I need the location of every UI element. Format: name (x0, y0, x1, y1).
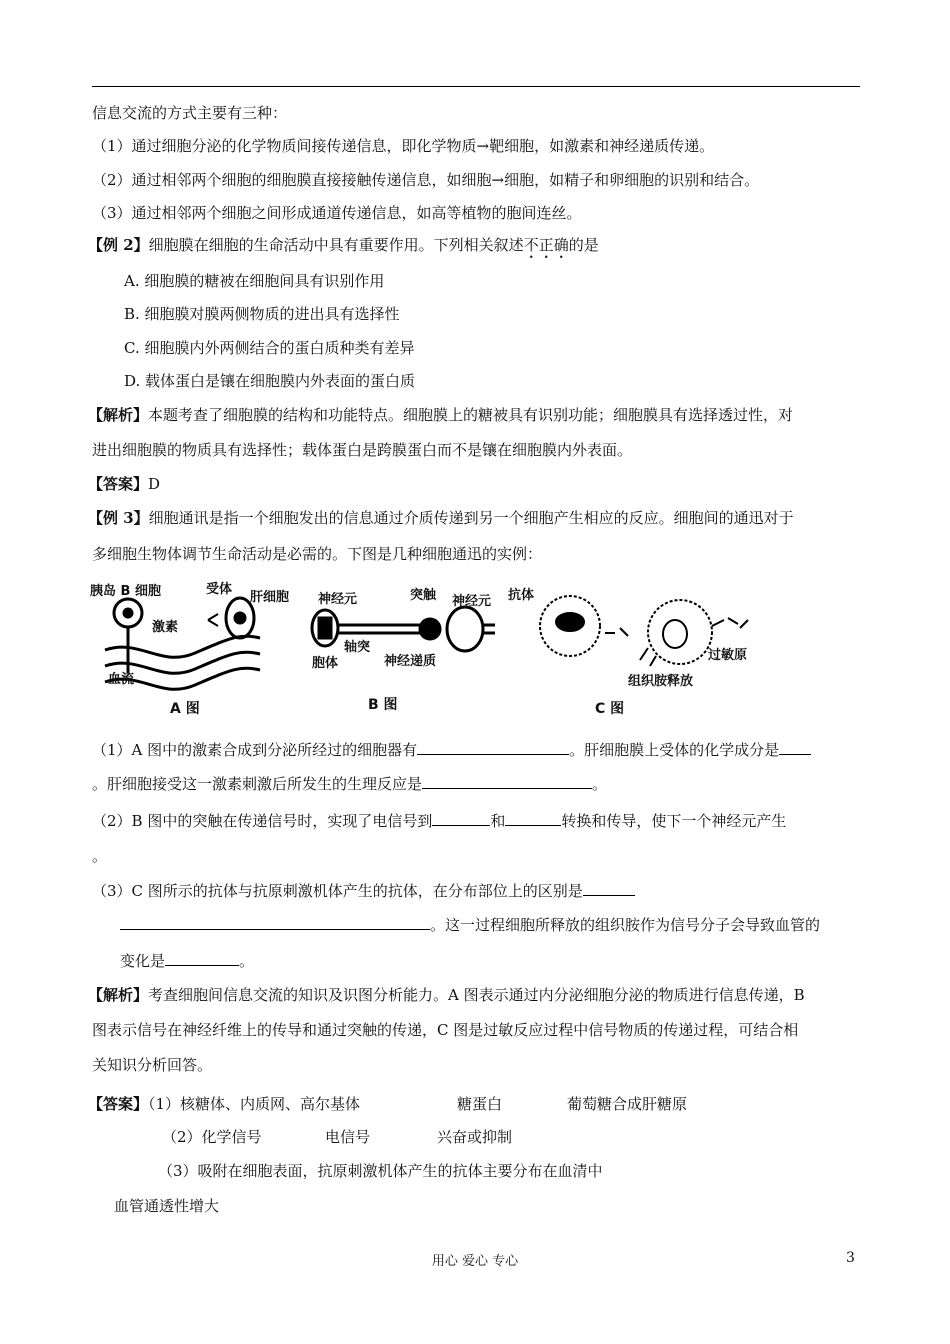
example-3-question: 【例 3】细胞通讯是指一个细胞发出的信息通过介质传递到另一个细胞产生相应的反应。细胞间的通迅对于 (88, 509, 794, 527)
option-b: B. 细胞膜对膜两侧物质的进出具有选择性 (124, 305, 400, 323)
example-3-analysis-line-3: 关知识分析回答。 (92, 1056, 213, 1074)
figure-a-label-blood-flow: 血流 (108, 672, 135, 687)
answer-1-glycoprotein: 糖蛋白 (457, 1095, 503, 1113)
option-c: C. 细胞膜内外两侧结合的蛋白质种类有差异 (124, 339, 415, 357)
figure-b-drawing (312, 607, 495, 651)
figure-b-label-neurotransmitter: 神经递质 (384, 654, 437, 669)
example-2-question: 【例 2】细胞膜在细胞的生命活动中具有重要作用。下列相关叙述不正确的是 (88, 236, 599, 254)
figure-b-label-axon: 轴突 (344, 640, 371, 655)
blank-signal-1[interactable] (432, 810, 490, 826)
figure-a-label-receptor: 受体 (206, 582, 233, 597)
sub-question-2-cont: 。 (92, 847, 108, 865)
example-3-analysis-line-2: 图表示信号在神经纤维上的传导和通过突触的传递，C 图是过敏反应过程中信号物质的传递过程，可结合相 (92, 1021, 799, 1039)
blank-distribution-difference-cont[interactable] (120, 914, 430, 930)
figure-b-label-cell-body: 胞体 (312, 656, 339, 671)
blank-receptor-composition[interactable] (779, 739, 811, 755)
footer-motto: 用心 爱心 专心 (431, 1254, 519, 1269)
example-3-answer-1: 【答案】（1）核糖体、内质网、高尔基体 (88, 1095, 361, 1113)
blank-organelles[interactable] (417, 739, 569, 755)
answer-2-chemical: （2）化学信号 (162, 1128, 262, 1146)
answer-3: （3）吸附在细胞表面，抗原刺激机体产生的抗体主要分布在血清中 (158, 1162, 603, 1180)
way-3: （3）通过相邻两个细胞之间形成通道传递信息，如高等植物的胞间连丝。 (92, 204, 582, 222)
example-3-analysis: 【解析】考查细胞间信息交流的知识及识图分析能力。A 图表示通过内分泌细胞分泌的物质进行信息传递，B (88, 986, 805, 1004)
sub-question-2: （2）B 图中的突触在传递信号时，实现了电信号到 和 转换和传导，使下一个神经元产生 (92, 812, 787, 830)
cell-communication-figure (90, 578, 760, 728)
blank-vessel-change[interactable] (165, 950, 239, 966)
sub-question-3-end: 变化是 。 (120, 952, 255, 970)
way-2: （2）通过相邻两个细胞的细胞膜直接接触传递信息，如细胞→细胞，如精子和卵细胞的识别和结合。 (92, 171, 760, 189)
example-2-analysis: 【解析】本题考查了细胞膜的结构和功能特点。细胞膜上的糖被具有识别功能；细胞膜具有选择透过性，对 (88, 406, 794, 424)
page-number: 3 (846, 1250, 855, 1266)
answer-4: 血管通透性增大 (114, 1197, 220, 1215)
figure-b-label-neuron-2: 神经元 (452, 594, 492, 609)
figure-b-title: B 图 (368, 697, 398, 713)
header-rule (92, 86, 860, 87)
figure-a-title: A 图 (170, 701, 200, 717)
option-d: D. 载体蛋白是镶在细胞膜内外表面的蛋白质 (124, 372, 416, 390)
intro-text: 信息交流的方式主要有三种： (92, 104, 288, 122)
figure-a-label-islet-cell: 胰岛 B 细胞 (90, 584, 161, 599)
answer-1-glycogen: 葡萄糖合成肝糖原 (567, 1095, 688, 1113)
example-3-question-cont: 多细胞生物体调节生命活动是必需的。下图是几种细胞通迅的实例： (92, 545, 543, 563)
figure-a-label-hormone: 激素 (152, 620, 179, 635)
figure-b-label-neuron-1: 神经元 (318, 592, 358, 607)
way-1: （1）通过细胞分泌的化学物质间接传递信息，即化学物质→靶细胞，如激素和神经递质传递。 (92, 137, 715, 155)
figure-c-label-antibody: 抗体 (508, 588, 535, 603)
option-a: A. 细胞膜的糖被在细胞间具有识别作用 (124, 272, 385, 290)
answer-2-excitation: 兴奋或抑制 (437, 1128, 513, 1146)
blank-signal-2[interactable] (505, 810, 561, 826)
figure-a-label-liver-cell: 肝细胞 (250, 590, 290, 605)
figure-c-title: C 图 (595, 701, 625, 717)
example-2-tag: 【例 2】 (88, 236, 149, 254)
sub-question-1-cont: 。肝细胞接受这一激素刺激后所发生的生理反应是 。 (92, 775, 608, 793)
figure-c-label-histamine: 组织胺释放 (628, 674, 694, 689)
answer-2-electrical: 电信号 (325, 1128, 371, 1146)
example-2-answer: 【答案】D (88, 475, 161, 493)
blank-distribution-difference[interactable] (583, 880, 635, 896)
blank-physiological-response[interactable] (422, 773, 592, 789)
example-2-analysis-cont: 进出细胞膜的物质具有选择性；载体蛋白是跨膜蛋白而不是镶在细胞膜内外表面。 (92, 441, 633, 459)
figure-b-label-synapse: 突触 (410, 588, 437, 603)
sub-question-1: （1）A 图中的激素合成到分泌所经过的细胞器有 。肝细胞膜上受体的化学成分是 (92, 739, 811, 760)
sub-question-3: （3）C 图所示的抗体与抗原刺激机体产生的抗体，在分布部位上的区别是 (92, 880, 635, 901)
sub-question-3-cont: 。这一过程细胞所释放的组织胺作为信号分子会导致血管的 (120, 914, 820, 935)
figure-c-label-allergen: 过敏原 (708, 648, 748, 663)
